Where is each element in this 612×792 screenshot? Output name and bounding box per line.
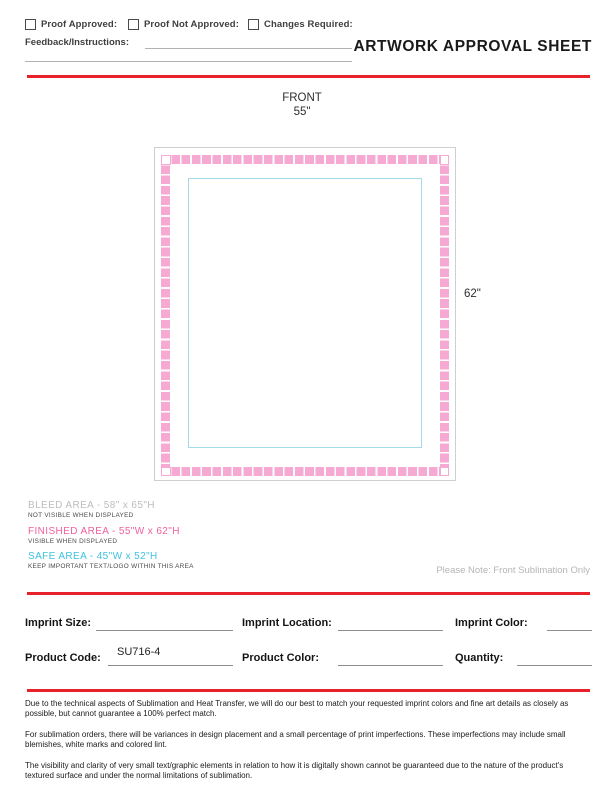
imprint-location-label: Imprint Location:	[242, 617, 332, 629]
product-color-field[interactable]	[338, 665, 443, 666]
safe-area-rect	[188, 178, 422, 448]
changes-required-option	[248, 19, 353, 30]
safe-area-legend-title: SAFE AREA - 45"W x 52"H	[28, 551, 158, 562]
imprint-size-label: Imprint Size:	[25, 617, 92, 629]
proof-approved-label: Proof Approved:	[41, 19, 118, 30]
finished-area-legend-title: FINISHED AREA - 55"W x 62"H	[28, 526, 180, 537]
artwork-height-label: 62"	[464, 288, 481, 300]
changes-required-checkbox[interactable]	[248, 19, 259, 30]
imprint-color-label: Imprint Color:	[455, 617, 528, 629]
imprint-size-field[interactable]	[96, 630, 233, 631]
legend-divider	[27, 592, 590, 595]
artwork-side-label: FRONT	[282, 92, 322, 104]
finished-border-corner	[440, 467, 450, 477]
product-color-label: Product Color:	[242, 652, 319, 664]
form-divider	[27, 689, 590, 692]
disclaimer-paragraph: For sublimation orders, there will be variances in design placement and a small percentage of print imperfections. These imperfections may include small blemishes, white marks and colored lint.	[25, 729, 566, 750]
bleed-area-legend-title: BLEED AREA - 58" x 65"H	[28, 500, 155, 511]
finished-border-corner	[161, 467, 171, 477]
disclaimer-paragraph: The visibility and clarity of very small text/graphic elements in relation to how it is digitally shown cannot be guaranteed due to the nature of the product's textured surface and under the normal limitations of sublimation.	[25, 760, 564, 781]
finished-border-corner	[440, 155, 450, 165]
feedback-line-2[interactable]	[25, 61, 352, 62]
imprint-color-field[interactable]	[547, 630, 592, 631]
finished-area-legend-subtitle: VISIBLE WHEN DISPLAYED	[28, 538, 118, 545]
bleed-area-legend-subtitle: NOT VISIBLE WHEN DISPLAYED	[28, 512, 134, 519]
product-code-label: Product Code:	[25, 652, 101, 664]
proof-not-approved-option	[128, 19, 239, 30]
quantity-label: Quantity:	[455, 652, 504, 664]
sublimation-note: Please Note: Front Sublimation Only	[436, 565, 590, 576]
proof-approved-option	[25, 19, 117, 30]
proof-not-approved-checkbox[interactable]	[128, 19, 139, 30]
safe-area-legend-subtitle: KEEP IMPORTANT TEXT/LOGO WITHIN THIS AREA	[28, 563, 194, 570]
imprint-location-field[interactable]	[338, 630, 443, 631]
finished-border-corner	[161, 155, 171, 165]
page-title: ARTWORK APPROVAL SHEET	[353, 38, 592, 55]
finished-border-left	[161, 155, 170, 476]
feedback-instructions-label: Feedback/Instructions:	[25, 37, 129, 48]
product-code-field[interactable]	[108, 665, 233, 666]
artwork-width-label: 55"	[293, 106, 311, 118]
finished-border-top	[161, 155, 449, 164]
disclaimer-paragraph: Due to the technical aspects of Sublimation and Heat Transfer, we will do our best to match your requested imprint colors and fine art details as closely as possible, but cannot guarantee a 100% perfect match.	[25, 699, 569, 719]
finished-border-bottom	[161, 467, 449, 476]
proof-approved-checkbox[interactable]	[25, 19, 36, 30]
proof-not-approved-label: Proof Not Approved:	[144, 19, 239, 30]
feedback-line-1[interactable]	[145, 48, 352, 49]
changes-required-label: Changes Required:	[264, 19, 353, 30]
product-code-value: SU716-4	[117, 646, 161, 658]
quantity-field[interactable]	[517, 665, 592, 666]
disclaimer-block	[25, 699, 591, 791]
finished-border-right	[440, 155, 449, 476]
header-divider	[27, 75, 590, 78]
